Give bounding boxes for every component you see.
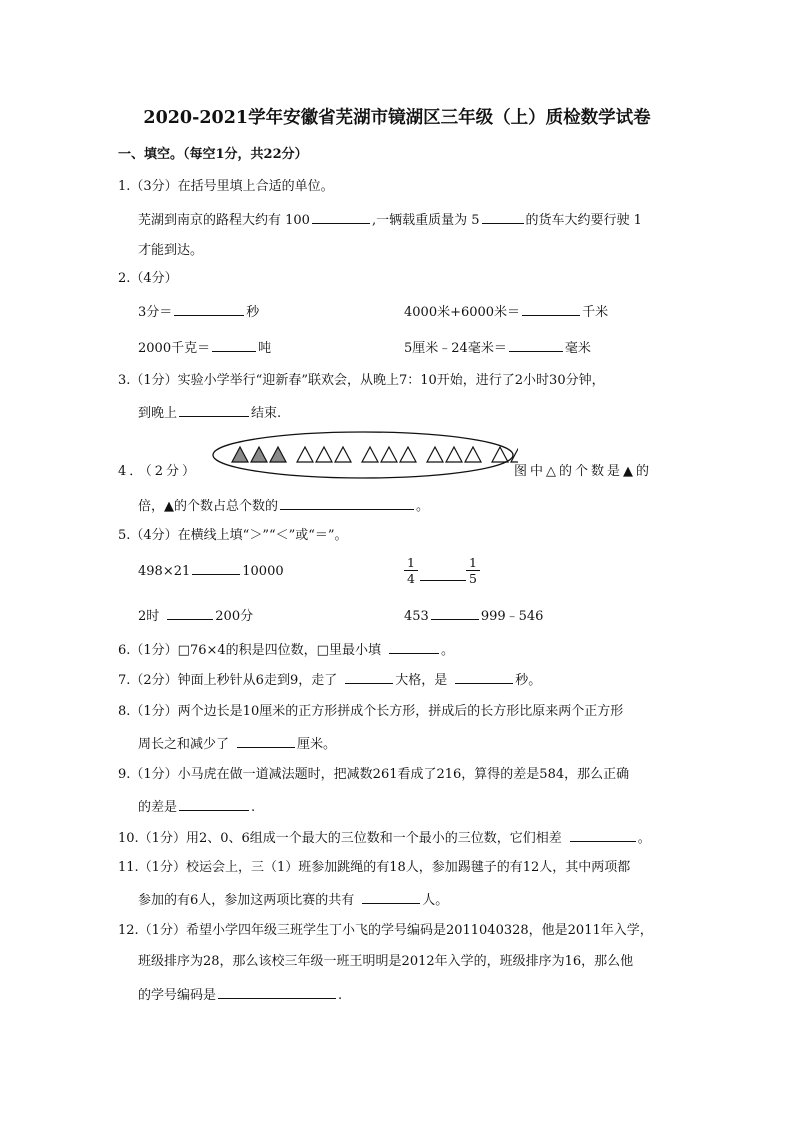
section-heading: 一、填空。（每空1分，共22分） [118, 147, 308, 162]
q11-text-a: 参加的有6人，参加这两项比赛的共有 [138, 893, 355, 908]
q5-d-left: 453 [404, 609, 429, 624]
question-6 [118, 640, 454, 660]
q1-text-b: ,一辆载重质量为 5 [371, 213, 480, 228]
q5-d-right: 999﹣546 [480, 609, 544, 624]
q5-c-blank[interactable] [167, 606, 213, 620]
q1-text-a: 芜湖到南京的路程大约有 100 [138, 213, 310, 228]
q12-blank[interactable] [218, 985, 336, 999]
q5-frac2-numerator: 1 [466, 555, 480, 571]
q5-a-left: 498×21 [138, 564, 191, 579]
q5-d-blank[interactable] [431, 606, 479, 620]
q4-text-b: 。 [416, 499, 430, 514]
hollow-triangle [362, 447, 378, 462]
filled-triangle [270, 447, 286, 462]
q2-c-text: 2000千克＝ [138, 341, 211, 356]
question-3-line-1: 3.（1分）实验小学举行“迎新春”联欢会，从晚上7：10开始，进行了2小时30分钟， [118, 373, 605, 388]
filled-triangle [232, 447, 248, 462]
question-4-tail: 图中△的个数是▲的 [514, 464, 652, 479]
q4-blank[interactable] [280, 496, 414, 510]
q5-item-a [138, 561, 284, 581]
question-8-line-2 [138, 734, 336, 754]
hollow-triangle [446, 447, 462, 462]
q5-item-d [404, 606, 543, 626]
q6-text: 6.（1分）□76×4的积是四位数，□里最小填 [118, 643, 381, 658]
hollow-triangle [381, 447, 397, 462]
q5-fraction-right [466, 555, 480, 586]
q2-d-unit: 毫米 [564, 341, 591, 356]
q2-d-text: 5厘米﹣24毫米＝ [404, 341, 507, 356]
q3-text-a: 到晚上 [138, 406, 178, 421]
q2-c-blank[interactable] [212, 338, 256, 352]
q7-text-a: 7.（2分）钟面上秒针从6走到9，走了 [118, 673, 338, 688]
hollow-triangle [511, 447, 518, 462]
q10-text: 10.（1分）用2、0、6组成一个最大的三位数和一个最小的三位数，它们相差 [118, 831, 562, 846]
q12-text-b: . [338, 988, 343, 1003]
q2-item-a [138, 302, 259, 322]
q5-frac2-denominator: 5 [469, 571, 477, 586]
question-11-line-1: 11.（1分）校运会上，三（1）班参加跳绳的有18人，参加踢毽子的有12人，其中两项都 [118, 860, 631, 875]
q1-blank-2[interactable] [482, 210, 524, 224]
question-12-line-3 [138, 985, 342, 1005]
question-9-line-2 [138, 797, 255, 817]
q5-frac1-denominator: 4 [407, 571, 415, 586]
q6-blank[interactable] [389, 640, 439, 654]
question-9-line-1: 9.（1分）小马虎在做一道减法题时，把减数261看成了216，算得的差是584，那么正确 [118, 767, 630, 782]
question-12-line-1: 12.（1分）希望小学四年级三班学生丁小飞的学号编码是2011040328，他是2011年入学， [118, 923, 653, 938]
question-10 [118, 828, 651, 848]
q9-text-a: 的差是 [138, 800, 178, 815]
q5-fraction-left [404, 555, 418, 586]
q3-blank[interactable] [179, 403, 249, 417]
question-1-line-2 [138, 240, 203, 260]
question-4-heading: 4．（2分） [118, 464, 199, 479]
question-5-heading: 5.（4分）在横线上填“＞”“＜”或“＝”。 [118, 528, 348, 543]
q2-d-blank[interactable] [509, 338, 563, 352]
q2-item-b [404, 302, 608, 322]
q12-text-a: 的学号编码是 [138, 988, 217, 1003]
q2-a-unit: 秒 [246, 305, 260, 320]
hollow-triangle [297, 447, 313, 462]
question-11-line-2 [138, 890, 448, 910]
q2-item-c [138, 338, 271, 358]
q7-blank-1[interactable] [345, 670, 393, 684]
question-3-line-2 [138, 403, 281, 423]
hollow-triangle [335, 447, 351, 462]
hollow-triangle [400, 447, 416, 462]
q7-blank-2[interactable] [455, 670, 513, 684]
q11-text-b: 人。 [422, 893, 449, 908]
q8-text-b: 厘米。 [297, 737, 337, 752]
q5-c-right: 200分 [215, 609, 254, 624]
q3-text-b: 结束. [251, 406, 282, 421]
q5-item-c [138, 606, 253, 626]
q5-frac1-numerator: 1 [404, 555, 418, 571]
triangle-group [232, 447, 518, 462]
q2-c-unit: 吨 [258, 341, 272, 356]
filled-triangle [251, 447, 267, 462]
question-8-line-1: 8.（1分）两个边长是10厘米的正方形拼成个长方形，拼成后的长方形比原来两个正方形 [118, 704, 624, 719]
q5-c-left: 2时 [138, 609, 160, 624]
q9-blank[interactable] [179, 797, 249, 811]
q5-a-blank[interactable] [192, 561, 240, 575]
hollow-triangle [465, 447, 481, 462]
question-4-line-2 [138, 496, 429, 516]
hollow-triangle [427, 447, 443, 462]
q1-blank-1[interactable] [312, 210, 370, 224]
q10-end: 。 [637, 831, 651, 846]
q2-b-unit: 千米 [582, 305, 609, 320]
q1-text-d: 才能到达。 [138, 243, 204, 258]
q2-b-blank[interactable] [522, 302, 580, 316]
question-1-line-1 [138, 210, 642, 230]
q6-end: 。 [440, 643, 454, 658]
q8-text-a: 周长之和减少了 [138, 737, 230, 752]
q10-blank[interactable] [570, 828, 636, 842]
q8-blank[interactable] [237, 734, 295, 748]
q7-text-c: 秒。 [515, 673, 542, 688]
question-1-heading: 1.（3分）在括号里填上合适的单位。 [118, 179, 334, 194]
q2-b-text: 4000米+6000米＝ [404, 305, 521, 320]
hollow-triangle [492, 447, 508, 462]
q11-blank[interactable] [362, 890, 420, 904]
q4-text-a: 倍，▲的个数占总个数的 [138, 499, 278, 514]
hollow-triangle [316, 447, 332, 462]
q1-text-c: 的货车大约要行驶 1 [525, 213, 642, 228]
q2-a-text: 3分＝ [138, 305, 173, 320]
question-7 [118, 670, 541, 690]
page-title: 2020-2021学年安徽省芜湖市镜湖区三年级（上）质检数学试卷 [143, 108, 651, 128]
q2-a-blank[interactable] [174, 302, 244, 316]
triangle-figure [208, 428, 518, 482]
q5-a-right: 10000 [242, 564, 284, 579]
q7-text-b: 大格，是 [395, 673, 448, 688]
question-2-heading: 2.（4分） [118, 271, 178, 286]
q2-item-d [404, 338, 591, 358]
q9-text-b: . [251, 800, 256, 815]
q5-b-blank[interactable] [420, 572, 466, 581]
question-12-line-2: 班级排序为28，那么该校三年级一班王明明是2012年入学的，班级排序为16，那么他 [138, 954, 634, 969]
